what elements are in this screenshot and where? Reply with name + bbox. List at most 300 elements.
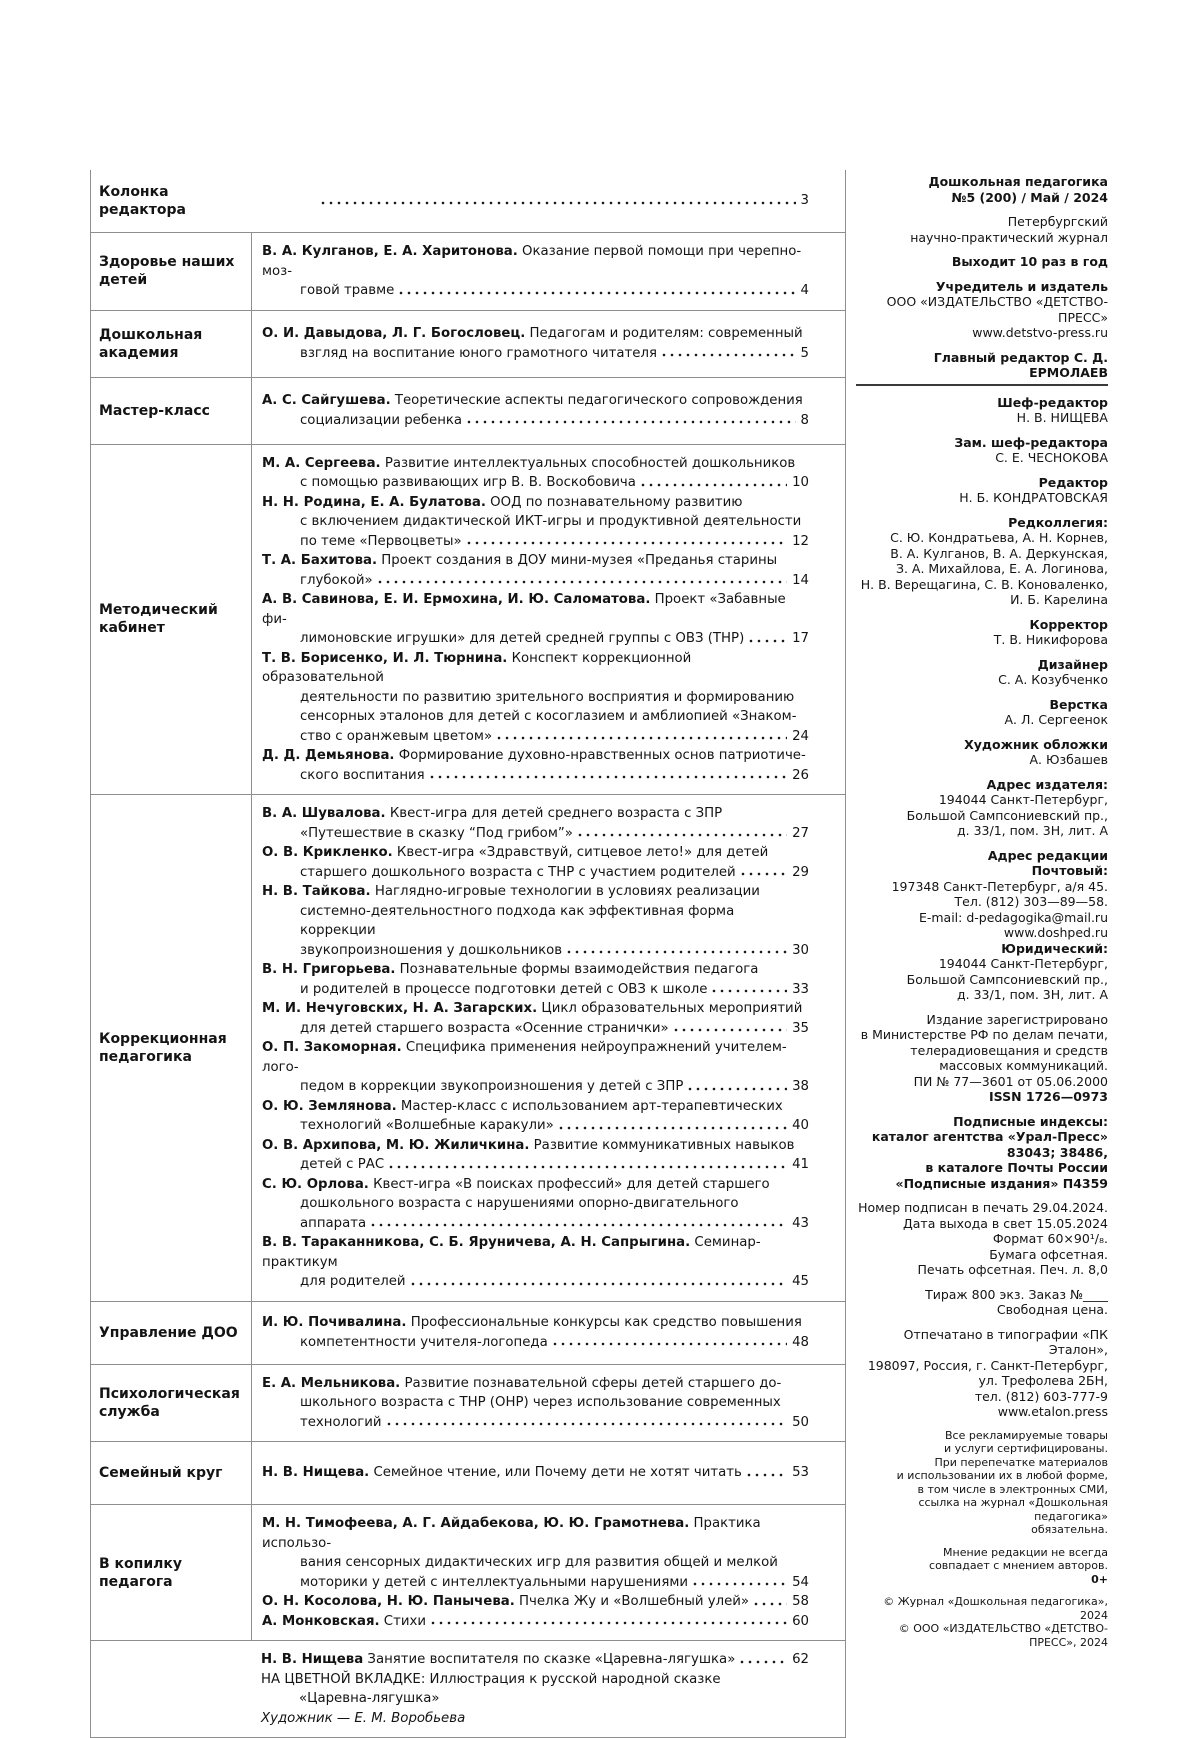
toc-line (261, 1709, 809, 1729)
toc-line (262, 324, 809, 344)
toc-line (262, 1214, 809, 1234)
entry-text: для родителей (300, 1274, 406, 1289)
entry-text: по теме «Первоцветы» (300, 533, 462, 549)
toc-line (262, 473, 809, 493)
rail-line: Н. В. НИЩЕВА (1016, 410, 1108, 425)
section-label-text: Дошкольная академия (99, 326, 203, 361)
entry-lastline-text (262, 1612, 426, 1632)
rail-block (856, 254, 1108, 270)
toc-entries (251, 1365, 845, 1442)
dots-leader (465, 532, 787, 552)
rail-block (856, 395, 1108, 426)
entry-lastline-text (300, 1573, 688, 1593)
dots-leader (660, 344, 796, 364)
toc-line (262, 1097, 809, 1117)
toc-entries (251, 1302, 845, 1364)
section-label-text: Мастер-класс (99, 402, 210, 419)
entry-text: Оказание первой помощи при черепно-моз- (262, 244, 802, 279)
toc-entry (262, 1514, 809, 1592)
toc-line (262, 882, 809, 902)
toc-line (262, 629, 809, 649)
entry-text: школьного возраста с ТНР (ОНР) через использование современных (300, 1395, 781, 1410)
entry-text: детей с РАС (300, 1157, 385, 1172)
rail-line: д. 33/1, пом. 3Н, лит. А (957, 987, 1108, 1002)
toc-entry (262, 1313, 809, 1352)
toc-entry (262, 493, 809, 552)
entry-text: Семейное чтение, или Почему дети не хотят читать (369, 1465, 742, 1481)
section-label (91, 378, 251, 444)
section-label-text: В копилку педагога (99, 1555, 183, 1590)
page-number: 3 (800, 193, 809, 209)
rail-line: ссылка на журнал «Дошкольная педагогика» (918, 1496, 1108, 1523)
rail-line: А. Л. Сергеенок (1004, 712, 1108, 727)
toc-entry (262, 551, 809, 590)
rail-line: тел. (812) 603-777-9 (974, 1388, 1108, 1404)
section-label (91, 1302, 251, 1364)
dots-leader (369, 1214, 787, 1234)
editorial-rail (856, 174, 1108, 1658)
page-number: 41 (792, 1157, 809, 1172)
toc-entry (261, 1709, 809, 1729)
toc-line (262, 571, 809, 591)
toc-entry (262, 960, 809, 999)
toc-entry (262, 1038, 809, 1097)
entry-text: Развитие познавательной сферы детей старшего до- (400, 1375, 782, 1391)
rail-line: И. Б. Карелина (1010, 592, 1108, 607)
rail-line: Свободная цена. (996, 1302, 1108, 1317)
entry-text: социализации ребенка (300, 412, 463, 428)
dots-leader (710, 980, 787, 1000)
entry-authors: С. Ю. Орлова. (262, 1176, 369, 1192)
page-number: 14 (792, 572, 809, 588)
toc-line (262, 1592, 809, 1612)
toc-line (262, 902, 809, 941)
entry-lastline-text (300, 411, 462, 431)
entry-lastline-text (300, 824, 573, 844)
entry-text: говой травме (300, 283, 395, 298)
entry-lastline-text (300, 941, 562, 961)
dots-leader (738, 1650, 787, 1670)
rail-line: ул. Трефолева 2БН, (978, 1373, 1108, 1388)
toc-line (262, 707, 809, 727)
section-label (91, 1365, 251, 1442)
page-number: 4 (800, 283, 809, 298)
toc-line (262, 242, 809, 281)
rail-line: 194044 Санкт-Петербург, (938, 792, 1108, 807)
toc-entry (262, 242, 809, 301)
entry-text: Наглядно-игровые технологии в условиях реализации (370, 884, 760, 899)
toc-entry (262, 1612, 809, 1632)
page-number: 27 (792, 825, 809, 841)
page-number: 33 (792, 981, 809, 997)
toc-line (262, 493, 809, 513)
entry-authors: М. И. Нечуговских, Н. А. Загарских. (262, 1001, 538, 1016)
entry-text: Формирование духовно-нравственных основ патриотиче- (394, 748, 806, 763)
rail-line: 197348 Санкт-Петербург, а/я 45. (891, 878, 1108, 894)
toc-row (91, 1302, 845, 1365)
dots-leader (387, 1155, 787, 1175)
rail-line: В. А. Кулганов, В. А. Деркунская, (890, 545, 1108, 561)
entry-text: лимоновские игрушки» для детей средней группы с ОВЗ (ТНР) (300, 631, 745, 646)
entry-text: Стихи (379, 1613, 426, 1629)
rail-line: Большой Сампсониевский пр., (906, 971, 1108, 987)
dots-leader (551, 1333, 787, 1353)
entry-text: ство с оранжевым цветом» (300, 728, 493, 744)
toc-entry (262, 999, 809, 1038)
toc-entry (262, 1097, 809, 1136)
dots-leader (747, 629, 787, 649)
entry-text: взгляд на воспитание юного грамотного читателя (300, 345, 657, 361)
dots-leader (745, 1463, 787, 1483)
entry-authors: Д. Д. Демьянова. (262, 748, 395, 763)
rail-line: обязательна. (1031, 1523, 1108, 1536)
rail-block (856, 214, 1108, 245)
rail-block (856, 1114, 1108, 1192)
entry-lastline-text (300, 344, 657, 364)
entry-text: моторики у детей с интеллектуальными нарушениями (300, 1574, 688, 1590)
toc-line (262, 1514, 809, 1553)
section-label (91, 795, 251, 1301)
rail-block (856, 1287, 1108, 1318)
dots-leader (739, 863, 787, 883)
dots-leader (385, 1413, 788, 1433)
entry-text: Развитие интеллектуальных способностей дошкольников (380, 455, 796, 471)
section-label-text: Семейный круг (99, 1465, 223, 1481)
rail-line: www.detstvo-press.ru (972, 325, 1108, 340)
entry-lastline-text (300, 1019, 669, 1039)
entry-lastline-text (262, 1463, 742, 1483)
toc-entry (262, 1136, 809, 1175)
page-number: 54 (792, 1574, 809, 1590)
rail-line: 83043; 38486, (1006, 1144, 1108, 1160)
toc-row (91, 1365, 845, 1443)
toc-line (262, 824, 809, 844)
section-label (91, 170, 251, 232)
rail-block (856, 475, 1108, 506)
entry-text: аппарата (300, 1215, 367, 1231)
rail-block (856, 350, 1108, 386)
rail-line: Издание зарегистрировано (926, 1011, 1108, 1027)
rail-block (856, 737, 1108, 768)
rail-line: E-mail: d-pedagogika@mail.ru (918, 909, 1108, 925)
toc-line (262, 727, 809, 747)
entry-text: Конспект коррекционной образовательной (262, 650, 692, 685)
entry-lastline-text (300, 863, 736, 883)
rail-line: © ООО «ИЗДАТЕЛЬСТВО «ДЕТСТВО-ПРЕСС», 2024 (898, 1622, 1108, 1649)
toc-row (91, 445, 845, 796)
dots-leader (428, 766, 787, 786)
rail-line: Формат 60×90¹/₈. (992, 1231, 1108, 1246)
toc-entries (251, 445, 845, 795)
entry-text: Занятие воспитателя по сказке «Царевна-лягушка» (363, 1652, 736, 1667)
rail-line: 0+ (1091, 1572, 1108, 1586)
entry-authors: И. Ю. Почивалина. (262, 1315, 407, 1330)
rail-line: Дата выхода в свет 15.05.2024 (903, 1215, 1108, 1231)
rail-line: 198097, Россия, г. Санкт-Петербург, (867, 1357, 1108, 1373)
rail-line: совпадает с мнением авторов. (929, 1559, 1108, 1572)
rail-line: З. А. Михайлова, Е. А. Логинова, (895, 561, 1108, 576)
entry-text: с включением дидактической ИКТ-игры и продуктивной деятельности (300, 514, 802, 529)
dots-leader (686, 1077, 787, 1097)
page-number: 5 (800, 345, 809, 361)
entry-lastline-text (300, 766, 425, 786)
page-number: 58 (792, 1594, 809, 1609)
rail-block (856, 279, 1108, 341)
toc-line (261, 1670, 809, 1690)
rail-line: в том числе в электронных СМИ, (917, 1482, 1108, 1496)
entry-authors: Н. Н. Родина, Е. А. Булатова. (262, 494, 486, 510)
entry-text: Художник — Е. М. Воробьева (261, 1710, 466, 1726)
rail-block (856, 1327, 1108, 1420)
rail-line: ПИ № 77—3601 от 05.06.2000 (913, 1073, 1108, 1089)
toc-row (91, 1442, 845, 1505)
toc-line (262, 590, 809, 629)
entry-authors: О. П. Закоморная. (262, 1040, 402, 1055)
rail-block (856, 1595, 1108, 1649)
toc-entries (251, 795, 845, 1301)
toc-line (262, 1019, 809, 1039)
rail-line: Художник обложки (964, 736, 1108, 752)
rail-line: д. 33/1, пом. 3Н, лит. А (957, 823, 1108, 838)
rail-line: Главный редактор С. Д. ЕРМОЛАЕВ (933, 349, 1108, 380)
rail-line: Отпечатано в типографии «ПК Эталон», (903, 1326, 1108, 1357)
dots-leader (639, 473, 787, 493)
toc-row (91, 1641, 845, 1738)
rail-line: Н. Б. КОНДРАТОВСКАЯ (959, 490, 1108, 505)
dots-leader (319, 191, 796, 211)
toc-line (261, 1689, 809, 1709)
toc-row (91, 170, 845, 233)
toc-line (262, 1155, 809, 1175)
page-number: 12 (792, 533, 809, 549)
rail-line: Верстка (1049, 696, 1108, 712)
dots-leader (495, 727, 787, 747)
entry-authors: Т. В. Борисенко, И. Л. Тюрнина. (262, 650, 508, 666)
page-number: 30 (792, 942, 809, 958)
rail-line: массовых коммуникаций. (939, 1058, 1108, 1073)
toc-entries (251, 378, 845, 444)
entry-lastline-text (300, 1077, 683, 1097)
entry-text: «Путешествие в сказку “Под грибом”» (300, 825, 573, 841)
toc-line (262, 1038, 809, 1077)
toc-line (262, 999, 809, 1019)
toc-line (262, 688, 809, 708)
toc-entry (262, 1175, 809, 1234)
rail-line: «Подписные издания» П4359 (895, 1175, 1108, 1191)
rail-line: Петербургский (1007, 214, 1108, 229)
toc-line (262, 454, 809, 474)
page-number: 26 (792, 767, 809, 783)
rail-block (856, 657, 1108, 688)
toc-entry (261, 1670, 809, 1709)
entry-text: Специфика применения нейроупражнений учителем-лого- (262, 1040, 787, 1075)
entry-lastline-text (300, 281, 394, 301)
entry-authors: А. В. Савинова, Е. И. Ермохина, И. Ю. Саломатова. (262, 592, 651, 607)
page-number: 10 (792, 475, 809, 490)
entry-text: педом в коррекции звукопроизношения у детей с ЗПР (300, 1079, 684, 1094)
toc-line (262, 532, 809, 552)
toc-entry (262, 882, 809, 960)
entry-text: Цикл образовательных мероприятий (537, 1001, 803, 1016)
entry-lastline-text (300, 571, 373, 591)
entry-authors: А. Монковская. (262, 1613, 380, 1629)
toc-line (262, 766, 809, 786)
entry-lastline-text (300, 1333, 548, 1353)
rail-line: Выходит 10 раз в год (951, 254, 1108, 269)
toc-entry (262, 649, 809, 747)
entry-text: Педагогам и родителям: современный (525, 326, 803, 341)
toc-line (262, 1313, 809, 1333)
toc-line (262, 1413, 809, 1433)
entry-authors: О. И. Давыдова, Л. Г. Богословец. (262, 326, 526, 341)
rail-line: Бумага офсетная. (989, 1246, 1108, 1262)
rail-block (856, 848, 1108, 1003)
page-number: 62 (792, 1652, 809, 1667)
entry-authors: Н. В. Нищева (261, 1652, 364, 1667)
toc-line (262, 512, 809, 532)
entry-lastline-text (300, 980, 707, 1000)
section-label-text: Методический кабинет (99, 602, 218, 637)
entry-authors: А. С. Сайгушева. (262, 393, 391, 408)
rail-line: телерадиовещания и средств (910, 1042, 1108, 1058)
entry-lastline-text (300, 727, 492, 747)
toc-line (262, 941, 809, 961)
rail-line: в каталоге Почты России (925, 1160, 1108, 1175)
entry-lastline-text (300, 1272, 406, 1292)
toc-line (262, 1573, 809, 1593)
entry-text: Квест-игра «Здравствуй, ситцевое лето!» для детей (392, 845, 769, 860)
toc-line (262, 863, 809, 883)
rail-block (856, 617, 1108, 648)
rail-line: www.doshped.ru (1003, 925, 1108, 940)
entry-lastline-text (261, 1650, 735, 1670)
page-number: 45 (792, 1274, 809, 1289)
dots-leader (565, 941, 787, 961)
entry-authors: О. В. Крикленко. (262, 845, 393, 860)
toc-entry (262, 454, 809, 493)
dots-leader (752, 1592, 787, 1612)
entry-text: Семинар-практикум (262, 1235, 761, 1270)
section-label (91, 1641, 251, 1737)
toc-entry (262, 391, 809, 430)
entry-text: НА ЦВЕТНОЙ ВКЛАДКЕ: Иллюстрация к русской народной сказке (261, 1671, 721, 1687)
page-number: 43 (792, 1215, 809, 1231)
toc-row (91, 311, 845, 378)
dots-leader (691, 1573, 787, 1593)
entry-authors: О. Н. Косолова, Н. Ю. Панычева. (262, 1594, 515, 1609)
entry-text: Теоретические аспекты педагогического сопровождения (390, 393, 803, 408)
entry-authors: Е. А. Мельникова. (262, 1375, 401, 1391)
toc-line (262, 746, 809, 766)
rail-line: ООО «ИЗДАТЕЛЬСТВО «ДЕТСТВО-ПРЕСС» (886, 294, 1108, 325)
rail-line: Тел. (812) 303—89—58. (954, 894, 1108, 909)
section-label (91, 445, 251, 795)
entry-text: ООД по познавательному развитию (485, 494, 743, 510)
entry-authors: В. А. Кулганов, Е. А. Харитонова. (262, 244, 518, 259)
toc-entry (262, 804, 809, 843)
toc-line (262, 411, 809, 431)
dots-leader (409, 1272, 788, 1292)
section-label (91, 1442, 251, 1504)
rail-line: Печать офсетная. Печ. л. 8,0 (917, 1262, 1108, 1277)
entry-authors: Т. А. Бахитова. (262, 553, 378, 568)
toc-entry (262, 843, 809, 882)
rail-block (856, 1200, 1108, 1278)
toc-line (262, 344, 809, 364)
entry-text: технологий «Волшебные каракули» (300, 1118, 554, 1133)
entry-text: Проект «Забавные фи- (262, 592, 786, 627)
entry-text: компетентности учителя-логопеда (300, 1334, 548, 1350)
entry-text: для детей старшего возраста «Осенние странички» (300, 1020, 669, 1036)
entry-text: вания сенсорных дидактических игр для развития общей и мелкой (300, 1555, 778, 1570)
page-number: 50 (792, 1414, 809, 1430)
toc-entries (251, 1641, 845, 1737)
toc-line (261, 191, 809, 211)
page-number: 48 (792, 1334, 809, 1350)
rail-line: каталог агентства «Урал-Пресс» (871, 1129, 1108, 1144)
toc-entry (262, 324, 809, 363)
section-label-text: Здоровье наших детей (99, 254, 235, 289)
entry-lastline-text (300, 1155, 384, 1175)
page-number: 17 (792, 631, 809, 646)
entry-text: Пчелка Жу и «Волшебный улей» (514, 1594, 750, 1609)
section-label-text: Колонка редактора (99, 184, 186, 218)
entry-text: Познавательные формы взаимодействия педагога (395, 962, 759, 977)
rail-block (856, 174, 1108, 205)
dots-leader (465, 411, 795, 431)
rail-block (856, 777, 1108, 839)
entry-text: сенсорных эталонов для детей с косоглазием и амблиопией «Знаком- (300, 709, 797, 724)
rail-line: 194044 Санкт-Петербург, (938, 956, 1108, 971)
toc-entry (262, 1463, 809, 1483)
rail-line: Учредитель и издатель (935, 278, 1108, 294)
toc-entry (261, 191, 809, 211)
entry-text: Квест-игра для детей среднего возраста с ЗПР (385, 806, 723, 821)
toc-entries (251, 311, 845, 377)
entry-authors: В. В. Тараканникова, С. Б. Яруничева, А. Н. Сапрыгина. (262, 1235, 691, 1250)
toc-entry (262, 1592, 809, 1612)
entry-text: Профессиональные конкурсы как средство повышения (406, 1315, 802, 1330)
rail-line: Шеф-редактор (997, 394, 1108, 410)
entry-text: Квест-игра «В поисках профессий» для детей старшего (368, 1176, 770, 1192)
toc-line (262, 1333, 809, 1353)
toc-entry (262, 590, 809, 649)
rail-line: А. Юзбашев (1029, 752, 1108, 767)
section-label (91, 233, 251, 310)
toc-line (262, 1233, 809, 1272)
entry-text: «Царевна-лягушка» (299, 1691, 440, 1706)
toc-line (262, 1393, 809, 1413)
toc-line (262, 1612, 809, 1632)
rail-line: С. Ю. Кондратьева, А. Н. Корнев, (890, 530, 1108, 545)
toc-line (262, 1136, 809, 1156)
page-number: 40 (792, 1118, 809, 1133)
rail-line: и услуги сертифицированы. (943, 1442, 1108, 1455)
toc-line (262, 804, 809, 824)
toc-line (262, 1553, 809, 1573)
page-number: 35 (792, 1020, 809, 1036)
rail-line: Дизайнер (1037, 656, 1108, 672)
rail-line: Редактор (1038, 474, 1108, 490)
rail-line: При перепечатке материалов (934, 1455, 1108, 1469)
toc-line (262, 980, 809, 1000)
entry-lastline-text (300, 629, 744, 649)
entry-lastline-text (300, 532, 462, 552)
toc-entry (262, 1233, 809, 1292)
entry-lastline-text (300, 1214, 366, 1234)
page-number: 24 (792, 728, 809, 744)
entry-text: Развитие коммуникативных навыков (529, 1137, 795, 1153)
